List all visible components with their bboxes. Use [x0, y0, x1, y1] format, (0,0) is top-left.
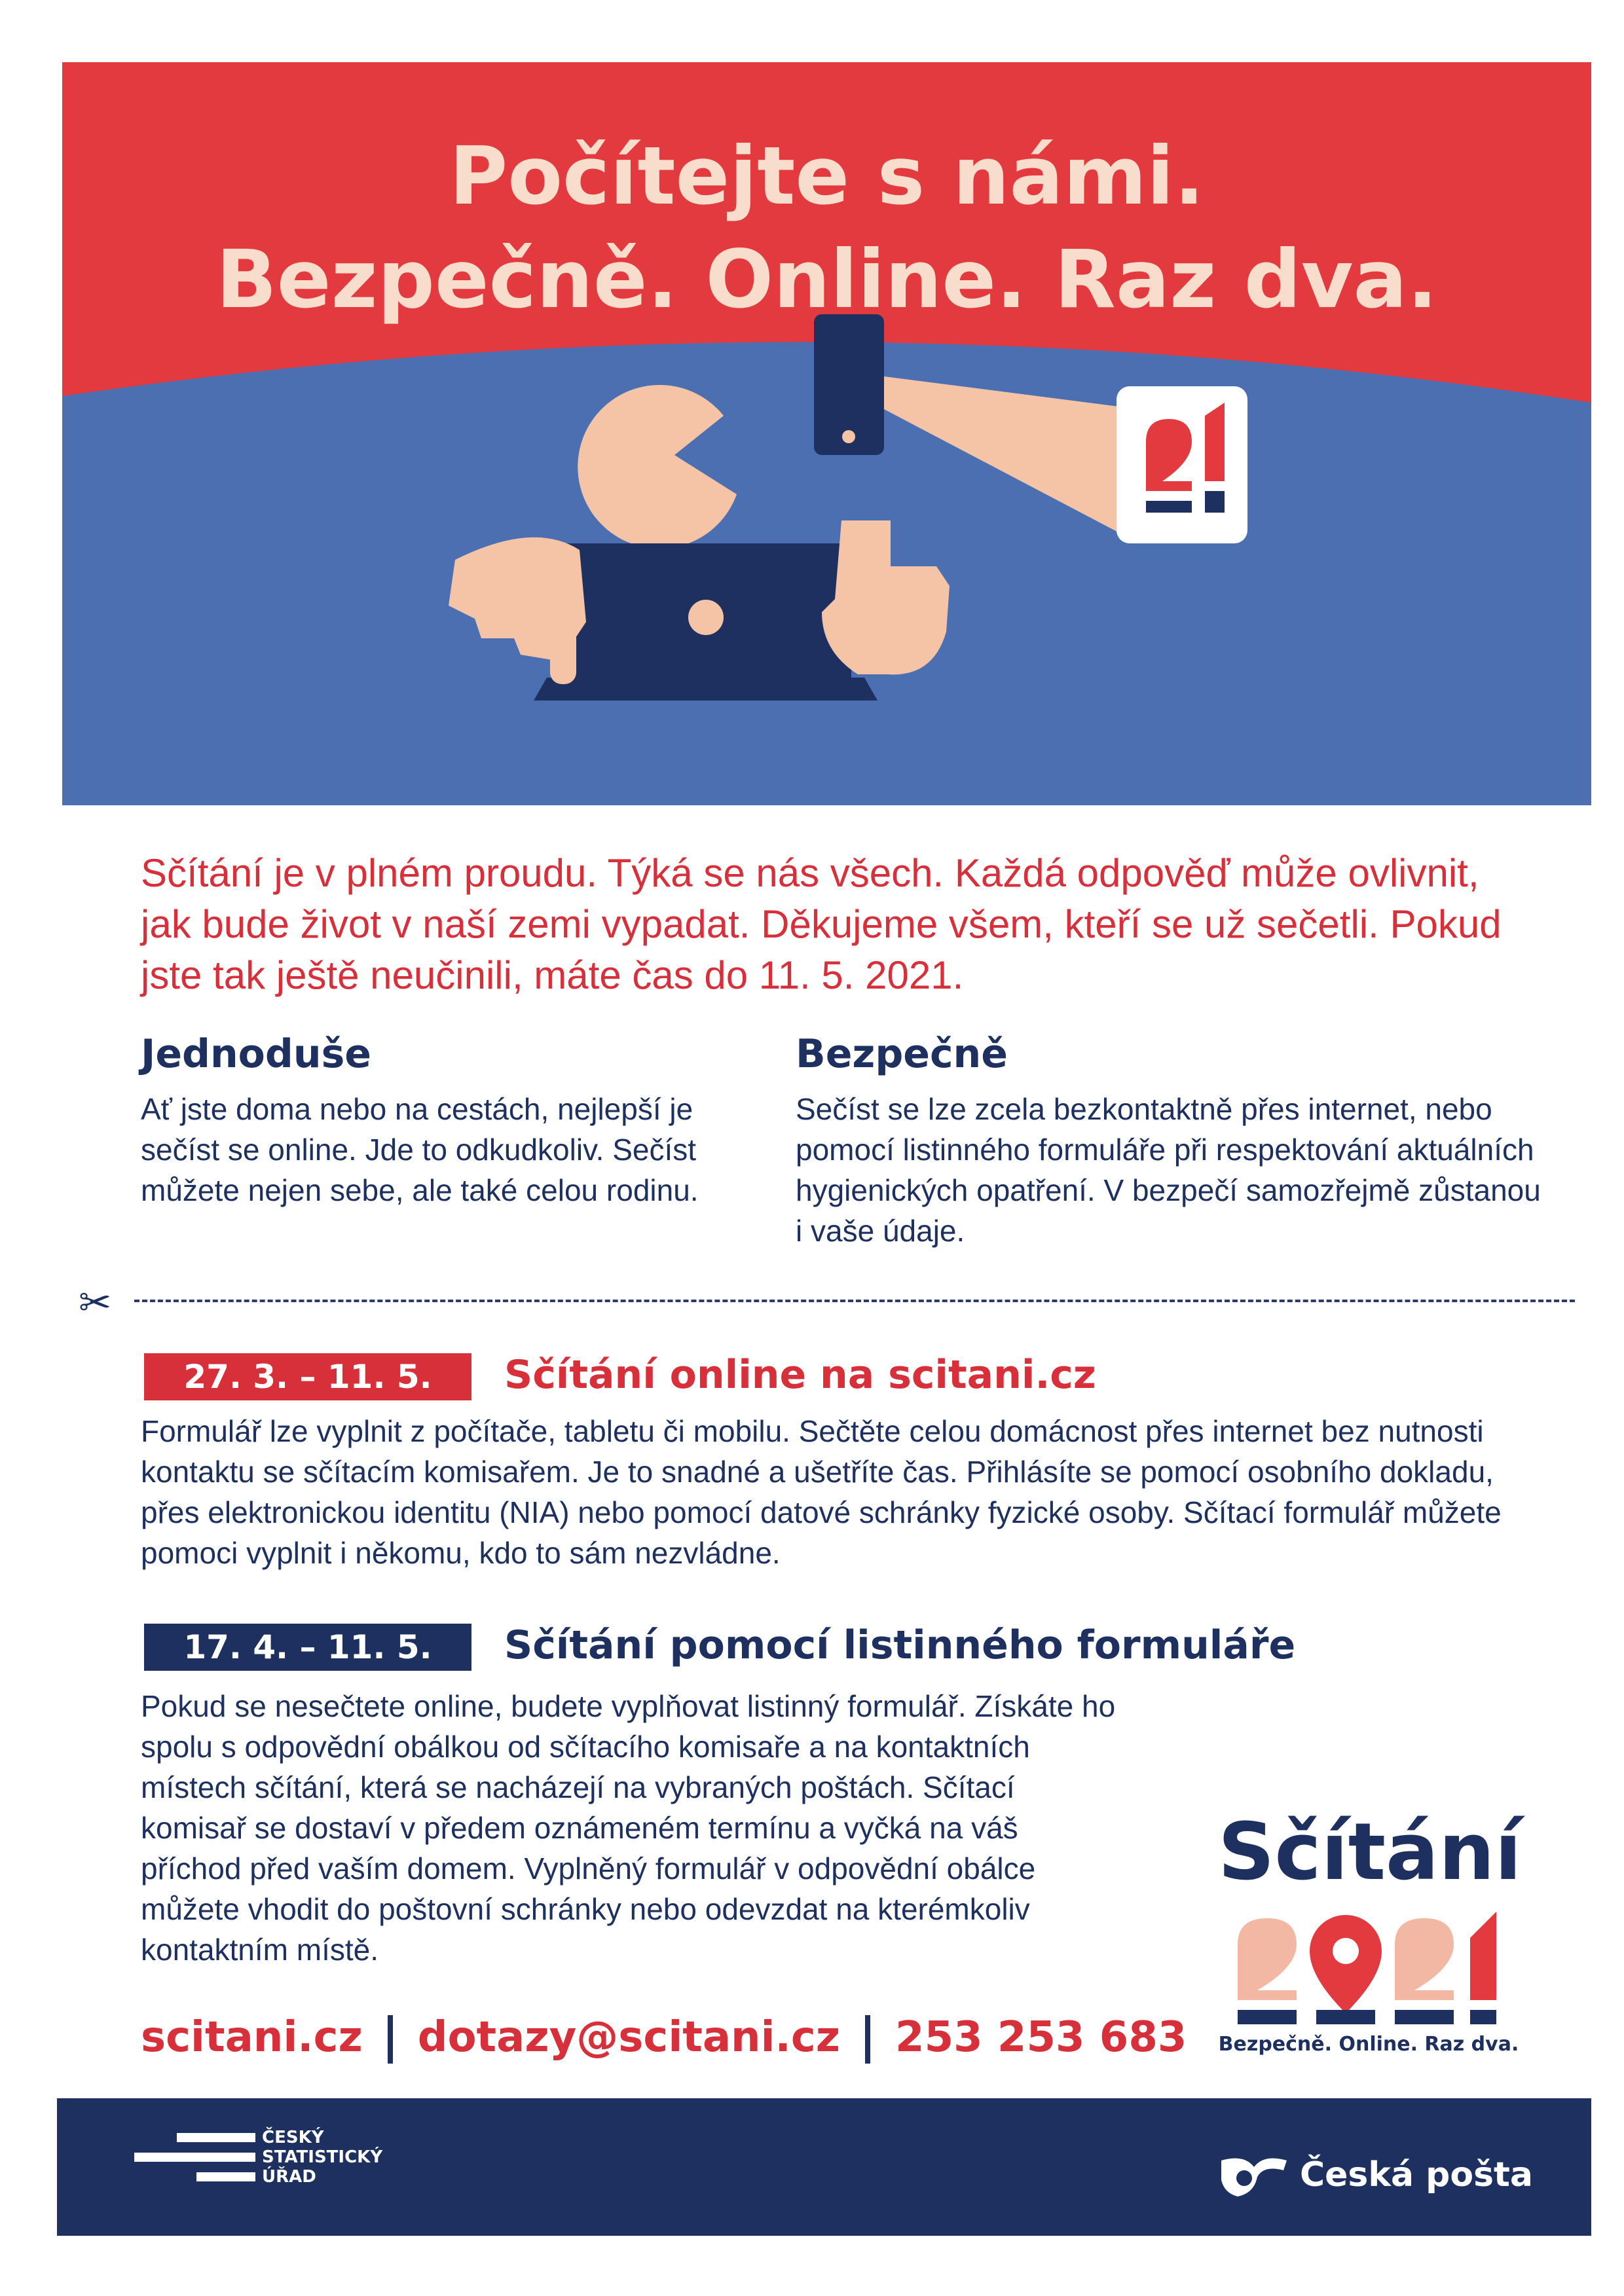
contact-line — [141, 2013, 1187, 2064]
logo-tagline: Bezpečně. Online. Raz dva. — [1218, 2033, 1519, 2056]
intro-paragraph: Sčítání je v plném proudu. Týká se nás všech. Každá odpověď může ovlivnit, jak bude život v naší zemi vypadat. Děkujeme všem, kteří se už sečetli. Pokud jste tak ještě neučinili, máte čas do 11. 5. 2021. — [141, 851, 1502, 997]
paper-section-body: Pokud se nesečtete online, budete vyplňovat listinný formulář. Získáte ho spolu s odpovědní obálkou od sčítacího komisaře a na kontaktních místech sčítání, která se nacházejí na vybraných poštách. Sčítací komisař se dostaví v předem oznámeném termínu a vyčká na váš příchod před vaším domem. Vyplněný formulář v odpovědní obálce můžete vhodit do poštovní schránky nebo odevzdat na kterémkoliv kontaktním místě. — [141, 1689, 1116, 1967]
csu-logo-icon — [134, 2128, 259, 2187]
column-safe-body: Sečíst se lze zcela bezkontaktně přes internet, nebo pomocí listinného formuláře při respektování aktuálních hygienických opatření. V bezpečí samozřejmě zůstanou i vaše údaje. — [796, 1092, 1541, 1248]
column-simple — [141, 1031, 756, 1211]
paper-section-title: Sčítání pomocí listinného formuláře — [504, 1622, 1296, 1668]
column-safe — [796, 1031, 1549, 1251]
paper-date-badge: 17. 4. – 11. 5. — [144, 1624, 471, 1671]
email-link[interactable]: dotazy@scitani.cz — [417, 2013, 841, 2062]
column-simple-body: Ať jste doma nebo na cestách, nejlepší je sečíst se online. Jde to odkudkoliv. Sečíst můžete nejen sebe, ale také celou rodinu. — [141, 1092, 699, 1207]
contact-separator — [865, 2015, 870, 2064]
column-safe-title: Bezpečně — [796, 1031, 1008, 1077]
online-section-body: Formulář lze vyplnit z počítače, tabletu či mobilu. Sečtěte celou domácnost přes internet bez nutnosti kontaktu se sčítacím komisařem. Je to snadné a ušetříte čas. Přihlásíte se pomocí osobního dokladu, přes elektronickou identitu (NIA) nebo pomocí datové schránky fyzické osoby. Sčítací formulář můžete pomoci vyplnit i někomu, kdo to sám nezvládne. — [141, 1414, 1502, 1570]
column-simple-title: Jednoduše — [141, 1031, 371, 1077]
website-link[interactable]: scitani.cz — [141, 2013, 363, 2062]
online-date-badge: 27. 3. – 11. 5. — [144, 1353, 471, 1400]
phone-number: 253 253 683 — [895, 2013, 1187, 2062]
logo-2021-graphic — [1218, 1905, 1519, 2036]
csu-line-1: ČESKÝ — [262, 2128, 324, 2147]
scissors-icon: ✂ — [79, 1281, 112, 1324]
hero-headline — [62, 124, 1591, 331]
cut-line-divider — [134, 1300, 1575, 1302]
hero-banner — [62, 62, 1591, 805]
headline-line-2: Bezpečně. Online. Raz dva. — [215, 233, 1438, 326]
csu-line-2: STATISTICKÝ — [262, 2147, 383, 2167]
scitani-2021-logo — [1218, 1807, 1522, 2056]
logo-wordmark: Sčítání — [1218, 1807, 1522, 1898]
contact-separator — [388, 2015, 393, 2064]
csu-wordmark — [262, 2128, 382, 2187]
csu-line-3: ÚŘAD — [262, 2167, 316, 2187]
ceska-posta-horn-icon — [1218, 2151, 1290, 2203]
online-section-title: Sčítání online na scitani.cz — [504, 1352, 1096, 1398]
headline-line-1: Počítejte s námi. — [449, 130, 1205, 223]
ceska-posta-wordmark: Česká pošta — [1300, 2155, 1534, 2195]
